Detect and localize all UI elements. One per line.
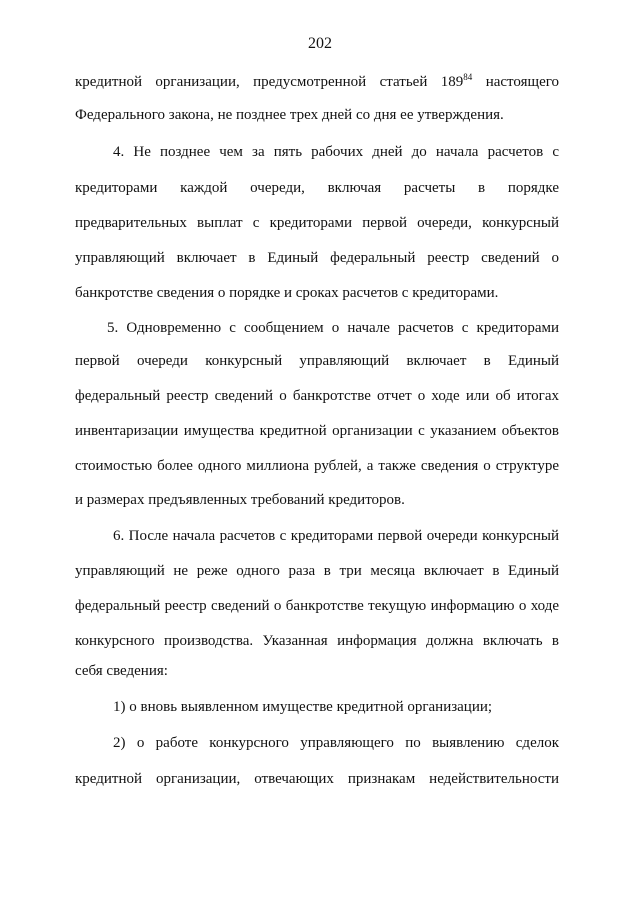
- text-line: федеральный реестр сведений о банкротстве отчет о ходе или об итогах: [75, 388, 559, 404]
- footnote-superscript: 84: [463, 72, 473, 82]
- text-line: стоимостью более одного миллиона рублей, а также сведения о структуре: [75, 458, 559, 474]
- text-line: Федерального закона, не позднее трех дней со дня ее утверждения.: [75, 107, 504, 123]
- text-line: 5. Одновременно с сообщением о начале расчетов с кредиторами: [107, 320, 559, 336]
- text-line: кредиторами каждой очереди, включая расчеты в порядке: [75, 180, 559, 196]
- text-line: себя сведения:: [75, 663, 168, 679]
- text-line: кредитной организации, отвечающих признакам недействительности: [75, 771, 559, 787]
- text-line: и размерах предъявленных требований кредиторов.: [75, 492, 405, 508]
- text-line: управляющий включает в Единый федеральный реестр сведений о: [75, 250, 559, 266]
- list-item: 1) о вновь выявленном имуществе кредитной организации;: [113, 699, 493, 715]
- text-line: инвентаризации имущества кредитной организации с указанием объектов: [75, 423, 559, 439]
- text-line: 4. Не позднее чем за пять рабочих дней до начала расчетов с: [113, 144, 559, 160]
- text-line: управляющий не реже одного раза в три месяца включает в Единый: [75, 563, 559, 579]
- text-line: 6. После начала расчетов с кредиторами первой очереди конкурсный: [113, 528, 559, 544]
- text-line: предварительных выплат с кредиторами первой очереди, конкурсный: [75, 215, 559, 231]
- text-line: федеральный реестр сведений о банкротстве текущую информацию о ходе: [75, 598, 559, 614]
- list-item: 2) о работе конкурсного управляющего по выявлению сделок: [113, 735, 559, 751]
- page-number: 202: [308, 35, 332, 52]
- text-line: банкротстве сведения о порядке и сроках расчетов с кредиторами.: [75, 285, 499, 301]
- text-line: кредитной организации, предусмотренной статьей $189^{84}$ настоящего: [75, 72, 560, 90]
- text-line: первой очереди конкурсный управляющий включает в Единый: [75, 353, 559, 369]
- text-line: конкурсного производства. Указанная информация должна включать в: [75, 633, 559, 649]
